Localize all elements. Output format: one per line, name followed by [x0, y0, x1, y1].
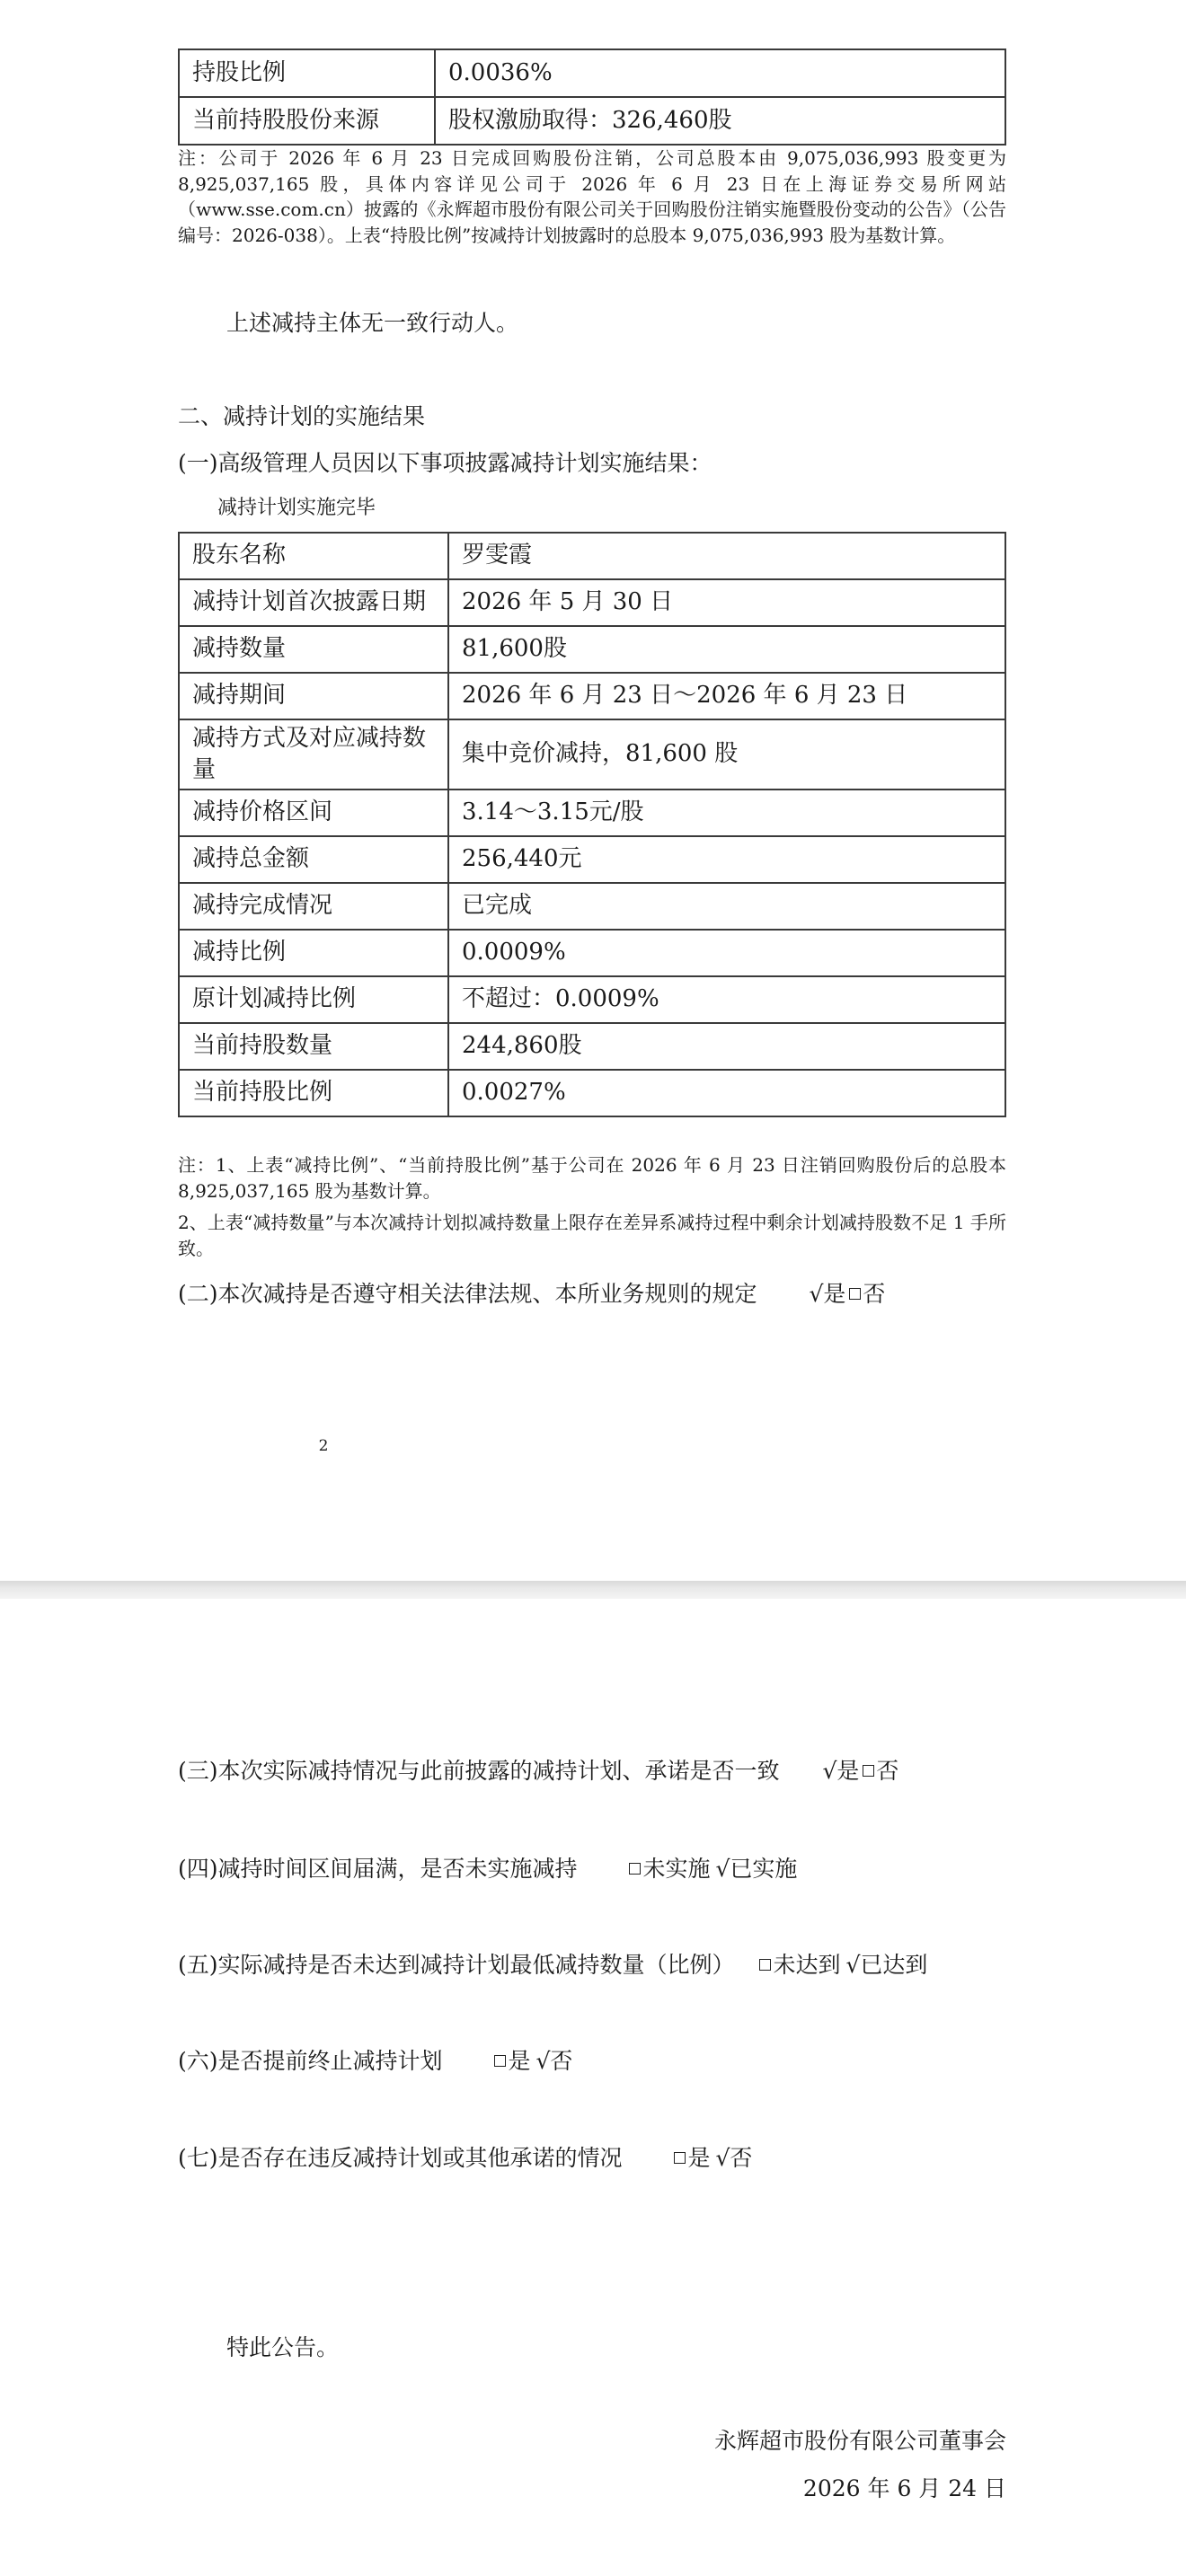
table-key: 股东名称	[179, 533, 448, 579]
checkbox-icon	[494, 2055, 506, 2067]
plan-status: 减持计划实施完毕	[217, 497, 376, 519]
table-row	[179, 626, 1005, 673]
reduction-result-table	[178, 532, 1006, 1117]
question-text: (六)是否提前终止减持计划	[178, 2048, 443, 2074]
page-number: 2	[318, 1437, 329, 1455]
table-value: 2026 年 6 月 23 日～2026 年 6 月 23 日	[448, 673, 1005, 719]
table-value: 罗雯霞	[448, 533, 1005, 579]
table-key: 当前持股股份来源	[179, 97, 435, 145]
table-value: 0.0009%	[448, 930, 1005, 976]
table-row	[179, 719, 1005, 790]
document-page-2	[0, 1599, 1186, 2576]
table-key: 减持方式及对应减持数量	[179, 719, 448, 790]
table-row	[179, 1023, 1005, 1070]
table-row	[179, 673, 1005, 719]
table-value: 股权激励取得：326,460股	[435, 97, 1005, 145]
table-key: 减持价格区间	[179, 790, 448, 836]
option-no: 否	[863, 1281, 886, 1307]
option-not-reached: 未达到	[773, 1952, 841, 1978]
question-minimum-reached	[178, 1951, 927, 1981]
table-row	[179, 930, 1005, 976]
table-key: 减持计划首次披露日期	[179, 579, 448, 626]
table-row	[179, 836, 1005, 883]
option-reached-checked: √已达到	[845, 1952, 928, 1978]
option-no-checked: √否	[535, 2048, 573, 2074]
table-key: 原计划减持比例	[179, 976, 448, 1023]
option-yes: 是	[687, 2145, 711, 2171]
checkbox-icon	[759, 1959, 771, 1971]
table-key: 当前持股数量	[179, 1023, 448, 1070]
question-not-implemented	[178, 1855, 797, 1884]
table-value: 已完成	[448, 883, 1005, 930]
announcement-date: 2026 年 6 月 24 日	[802, 2475, 1006, 2501]
question-text: (七)是否存在违反减持计划或其他承诺的情况	[178, 2145, 623, 2171]
table-key: 减持数量	[179, 626, 448, 673]
table-row	[179, 790, 1005, 836]
option-yes-checked: √是	[809, 1281, 846, 1307]
table-value: 集中竞价减持，81,600 股	[448, 719, 1005, 790]
question-text: (五)实际减持是否未达到减持计划最低减持数量（比例）	[178, 1952, 735, 1978]
section-heading: 二、减持计划的实施结果	[178, 403, 426, 429]
table-key: 减持完成情况	[179, 883, 448, 930]
table-key: 当前持股比例	[179, 1070, 448, 1116]
table-value: 256,440元	[448, 836, 1005, 883]
option-implemented-checked: √已实施	[715, 1856, 798, 1882]
closing-statement: 特此公告。	[226, 2334, 340, 2360]
option-no-checked: √否	[715, 2145, 753, 2171]
signer: 永辉超市股份有限公司董事会	[713, 2428, 1006, 2454]
table-row	[179, 883, 1005, 930]
table-key: 减持期间	[179, 673, 448, 719]
table-key: 减持总金额	[179, 836, 448, 883]
question-compliance	[178, 1280, 885, 1310]
table-row	[179, 49, 1005, 97]
checkbox-icon	[674, 2152, 686, 2164]
table-value: 0.0036%	[435, 49, 1005, 97]
question-text: (三)本次实际减持情况与此前披露的减持计划、承诺是否一致	[178, 1758, 780, 1784]
question-text: (四)减持时间区间届满，是否未实施减持	[178, 1856, 578, 1882]
question-early-termination	[178, 2047, 572, 2077]
option-no: 否	[876, 1758, 899, 1784]
option-not-implemented: 未实施	[642, 1856, 711, 1882]
table-value: 3.14～3.15元/股	[448, 790, 1005, 836]
table-row	[179, 976, 1005, 1023]
question-text: (二)本次减持是否遵守相关法律法规、本所业务规则的规定	[178, 1281, 757, 1307]
table-row	[179, 579, 1005, 626]
table-note-2: 2、上表“减持数量”与本次减持计划拟减持数量上限存在差异系减持过程中剩余计划减持股数不足 1 手所致。	[178, 1212, 1006, 1259]
table-value: 2026 年 5 月 30 日	[448, 579, 1005, 626]
table-row	[179, 97, 1005, 145]
checkbox-icon	[863, 1765, 874, 1777]
table-note-1: 注：1、上表“减持比例”、“当前持股比例”基于公司在 2026 年 6 月 23 日注销回购股份后的总股本 8,925,037,165 股为基数计算。	[178, 1154, 1006, 1202]
no-concert-statement: 上述减持主体无一致行动人。	[226, 310, 519, 336]
option-yes-checked: √是	[822, 1758, 860, 1784]
table-value: 不超过：0.0009%	[448, 976, 1005, 1023]
table-key: 减持比例	[179, 930, 448, 976]
question-consistency	[178, 1757, 898, 1786]
table-row	[179, 533, 1005, 579]
subsection-heading: (一)高级管理人员因以下事项披露减持计划实施结果：	[178, 450, 712, 476]
checkbox-icon	[849, 1288, 861, 1300]
table-value: 81,600股	[448, 626, 1005, 673]
table-note: 注：公司于 2026 年 6 月 23 日完成回购股份注销，公司总股本由 9,075,036,993 股变更为 8,925,037,165 股，具体内容详见公司于 2026 年 6 月 23 日在上海证券交易所网站（www.sse.com.cn）披露的《永辉超市股份有限公司关于回购股份注销实施暨股份变动的公告》（公告编号：2026-038）。上表“持股比例”按减持计划披露时的总股本 9,075,036,993 股为基数计算。	[178, 147, 1006, 246]
table-value: 244,860股	[448, 1023, 1005, 1070]
option-yes: 是	[508, 2048, 531, 2074]
checkbox-icon	[629, 1863, 641, 1875]
table-key: 持股比例	[179, 49, 435, 97]
table-value: 0.0027%	[448, 1070, 1005, 1116]
table-row	[179, 1070, 1005, 1116]
page-divider	[0, 1581, 1186, 1599]
holding-info-table	[178, 49, 1006, 146]
question-violation	[178, 2144, 752, 2174]
